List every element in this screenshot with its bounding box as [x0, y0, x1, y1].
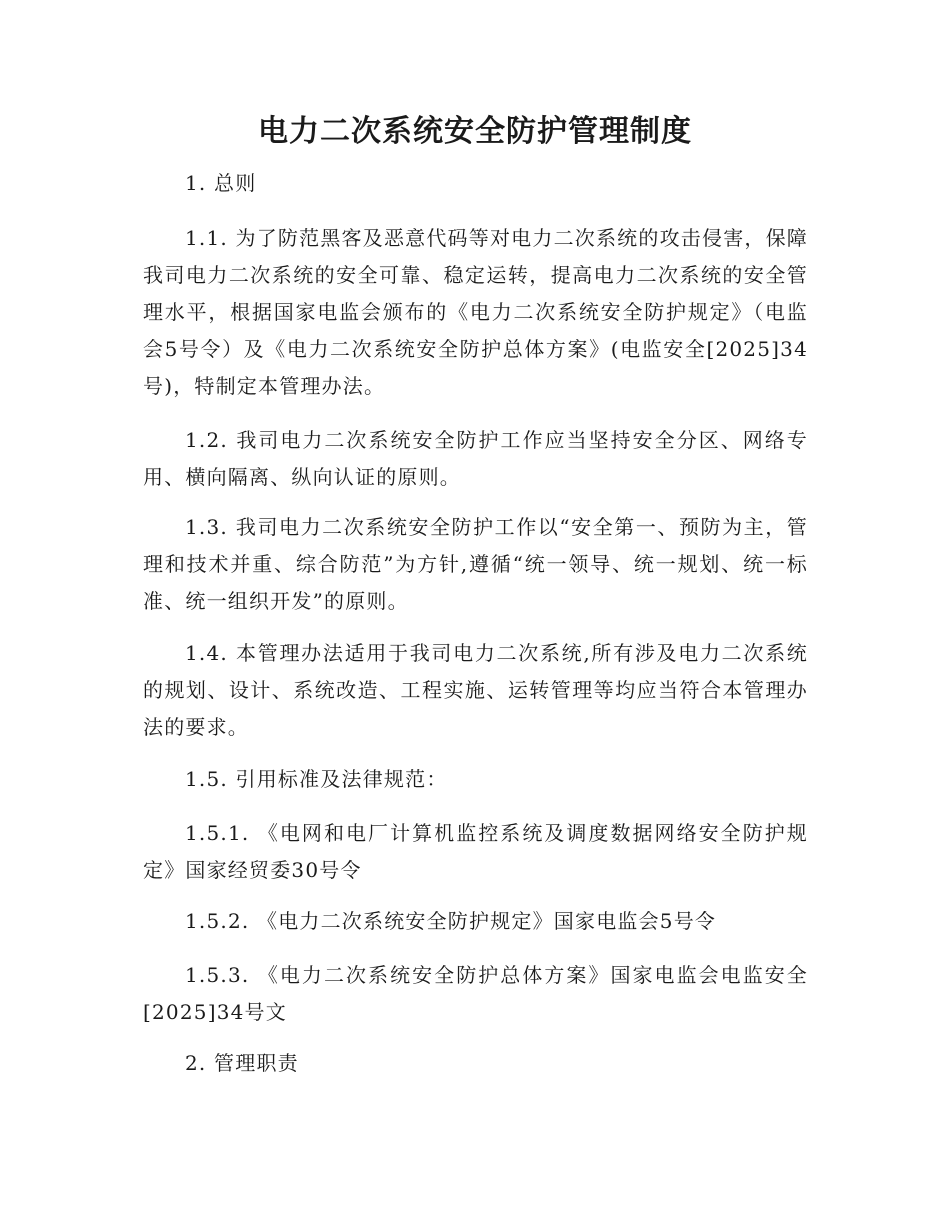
paragraph-1-1: 1.1. 为了防范黑客及恶意代码等对电力二次系统的攻击侵害，保障我司电力二次系统的安全可靠、稳定运转，提高电力二次系统的安全管理水平，根据国家电监会颁布的《电力二次系统安全防护规定》（电监会5号令）及《电力二次系统安全防护总体方案》(电监安全[2025]34号)，特制定本管理办法。: [143, 226, 808, 398]
paragraph-1-5: 1.5. 引用标准及法律规范：: [185, 767, 448, 791]
paragraph-1-5-1: 1.5.1. 《电网和电厂计算机监控系统及调度数据网络安全防护规定》国家经贸委30号令: [143, 821, 808, 882]
paragraph-1-5-3: 1.5.3. 《电力二次系统安全防护总体方案》国家电监会电监安全[2025]34号文: [143, 963, 808, 1024]
document-title: 电力二次系统安全防护管理制度: [258, 114, 692, 149]
section-heading-general: 1. 总则: [185, 171, 257, 195]
paragraph-1-4: 1.4. 本管理办法适用于我司电力二次系统,所有涉及电力二次系统的规划、设计、系统改造、工程实施、运转管理等均应当符合本管理办法的要求。: [143, 641, 808, 739]
paragraph-1-2: 1.2. 我司电力二次系统安全防护工作应当坚持安全分区、网络专用、横向隔离、纵向认证的原则。: [143, 428, 808, 489]
paragraph-1-3: 1.3. 我司电力二次系统安全防护工作以“安全第一、预防为主，管理和技术并重、综合防范”为方针,遵循“统一领导、统一规划、统一标准、统一组织开发”的原则。: [143, 515, 808, 613]
section-heading-responsibilities: 2. 管理职责: [185, 1051, 299, 1075]
paragraph-1-5-2: 1.5.2. 《电力二次系统安全防护规定》国家电监会5号令: [185, 909, 717, 933]
